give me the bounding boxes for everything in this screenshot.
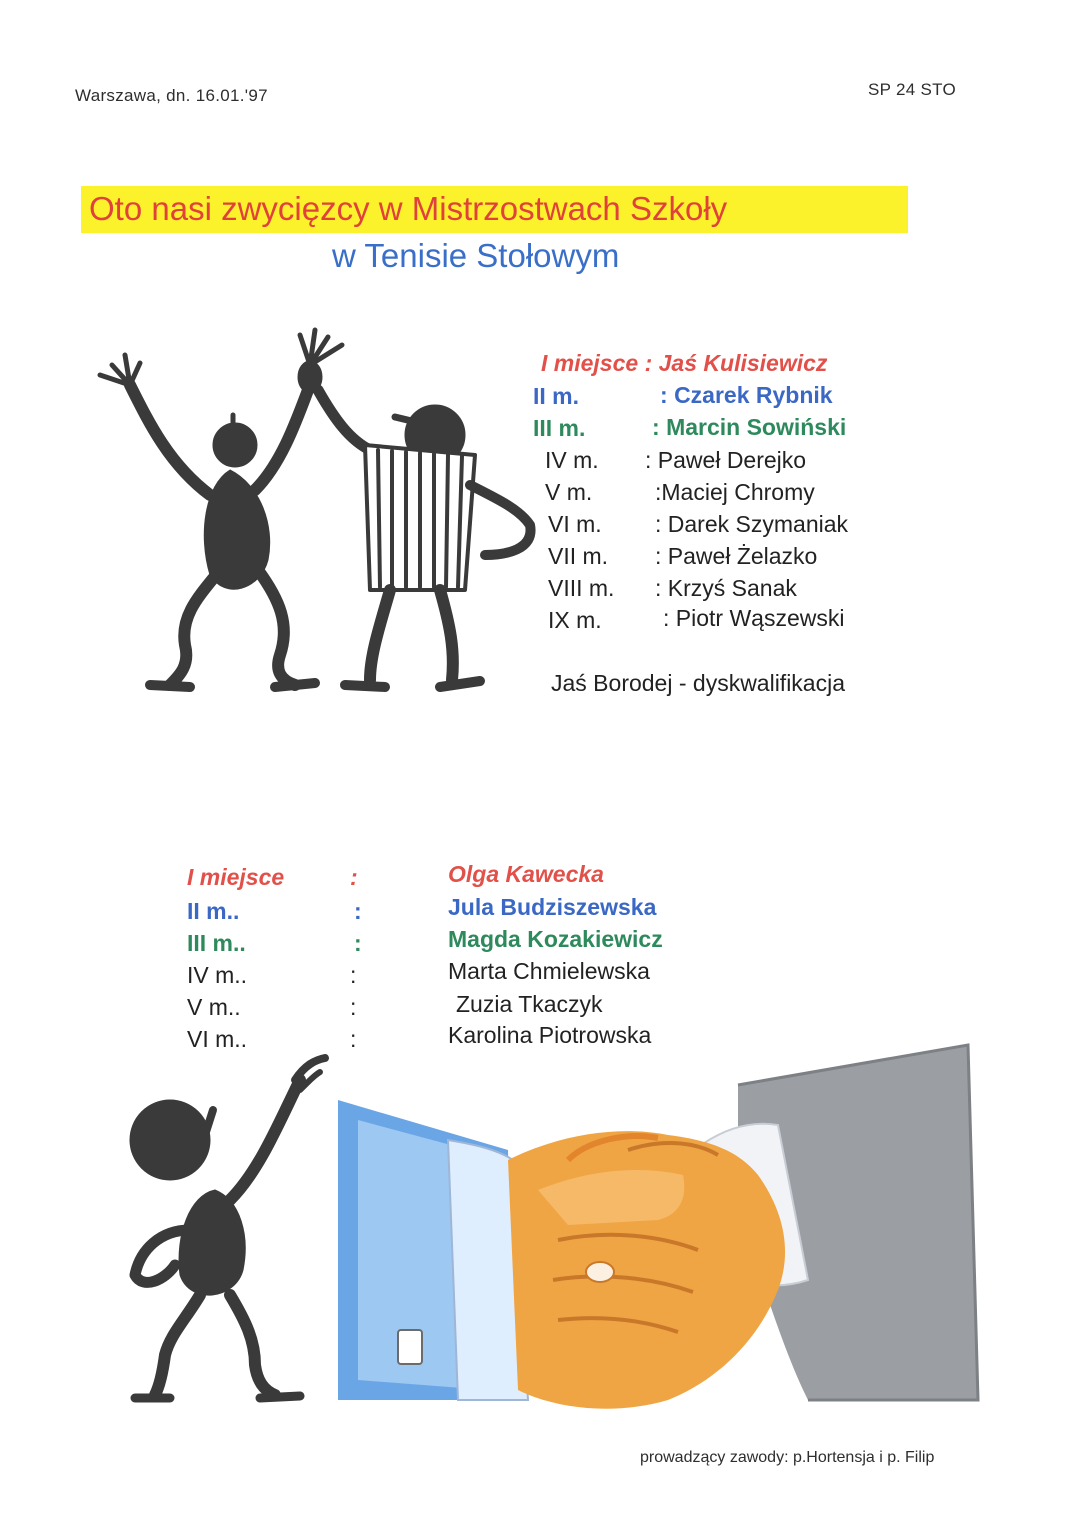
player-name: Karolina Piotrowska <box>448 1022 652 1048</box>
page-subtitle: w Tenisie Stołowym <box>332 237 620 274</box>
boys-place-8-name <box>655 575 797 602</box>
place-label: IX m. <box>548 607 602 633</box>
player-name: Marcin Sowiński <box>666 414 847 440</box>
celebrating-figures-icon <box>80 325 540 705</box>
place-date: Warszawa, dn. 16.01.'97 <box>75 86 268 105</box>
player-name: Olga Kawecka <box>448 861 604 887</box>
separator: : <box>354 930 362 956</box>
separator: : <box>655 479 662 505</box>
separator: : <box>350 864 358 890</box>
place-label: VII m. <box>548 543 609 569</box>
place-label: I miejsce <box>187 864 285 890</box>
boys-place-4 <box>545 447 599 474</box>
girls-place-5 <box>187 994 241 1021</box>
place-label: IV m. <box>545 447 599 473</box>
boys-place-4-name <box>645 447 806 474</box>
player-name: Piotr Wąszewski <box>675 605 845 631</box>
place-label: IV m.. <box>187 962 248 988</box>
boys-place-6 <box>548 511 602 538</box>
separator: : <box>652 414 660 440</box>
separator: : <box>655 511 662 537</box>
player-name: Marta Chmielewska <box>448 958 650 984</box>
player-name: Magda Kozakiewicz <box>448 926 663 952</box>
separator: : <box>663 605 670 631</box>
separator: : <box>655 575 662 601</box>
separator: : <box>644 350 653 376</box>
girls-place-1 <box>187 864 284 891</box>
place-label: VI m. <box>548 511 602 537</box>
separator: : <box>645 447 652 473</box>
boys-place-8 <box>548 575 614 602</box>
handshake-icon <box>338 1040 978 1420</box>
pointing-figure-icon <box>115 1050 335 1410</box>
place-label: II m.. <box>187 898 240 924</box>
player-name: Paweł Derejko <box>657 447 807 473</box>
boys-place-2 <box>533 383 579 410</box>
page-title: Oto nasi zwycięzcy w Mistrzostwach Szkoły <box>89 190 728 227</box>
separator: : <box>655 543 662 569</box>
place-label: V m. <box>545 479 593 505</box>
boys-place-3-name <box>652 414 846 441</box>
player-name: Paweł Żelazko <box>667 543 818 569</box>
place-label: V m.. <box>187 994 241 1020</box>
player-name: Zuzia Tkaczyk <box>456 991 603 1017</box>
disqualification-note: Jaś Borodej - dyskwalifikacja <box>551 670 846 696</box>
place-label: II m. <box>533 383 580 409</box>
girls-place-3 <box>187 930 246 957</box>
boys-place-1 <box>541 350 827 377</box>
player-name: Jula Budziszewska <box>448 894 657 920</box>
boys-place-5-name <box>655 479 815 506</box>
separator: : <box>354 898 362 924</box>
boys-place-3 <box>533 415 585 442</box>
school-name: SP 24 STO <box>868 80 957 99</box>
place-label: III m. <box>533 415 586 441</box>
boys-place-9 <box>548 607 602 634</box>
player-name: Czarek Rybnik <box>674 382 833 408</box>
boys-place-5 <box>545 479 592 506</box>
separator: : <box>660 382 668 408</box>
player-name: Darek Szymaniak <box>667 511 849 537</box>
boys-place-9-name <box>663 605 844 632</box>
place-label: I miejsce <box>541 350 639 376</box>
player-name: Maciej Chromy <box>661 479 815 505</box>
girls-place-4 <box>187 962 247 989</box>
organizers-note: prowadzący zawody: p.Hortensja i p. Filip <box>640 1449 935 1466</box>
player-name: Krzyś Sanak <box>667 575 797 601</box>
boys-place-7 <box>548 543 608 570</box>
place-label: VI m.. <box>187 1026 248 1052</box>
separator: : <box>350 994 357 1020</box>
boys-place-6-name <box>655 511 848 538</box>
place-label: VIII m. <box>548 575 615 601</box>
separator: : <box>350 1026 357 1052</box>
place-label: III m.. <box>187 930 246 956</box>
separator: : <box>350 962 357 988</box>
girls-place-2 <box>187 898 239 925</box>
girls-place-6 <box>187 1026 247 1053</box>
boys-place-7-name <box>655 543 817 570</box>
boys-place-2-name <box>660 382 833 409</box>
player-name: Jaś Kulisiewicz <box>658 350 828 376</box>
